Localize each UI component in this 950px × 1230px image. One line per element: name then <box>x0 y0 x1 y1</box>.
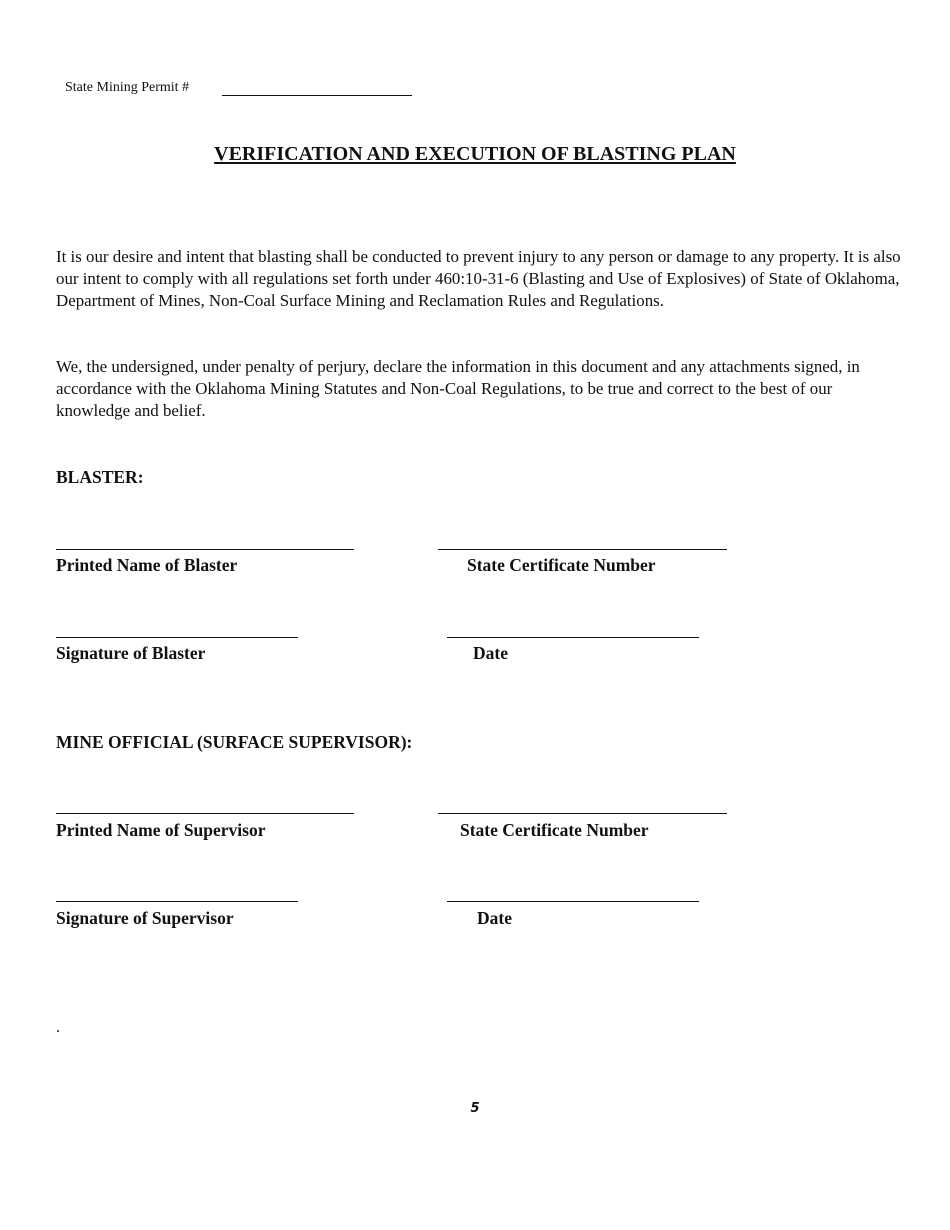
supervisor-heading: MINE OFFICIAL (SURFACE SUPERVISOR): <box>56 732 413 752</box>
stray-period-mark: . <box>56 1019 60 1036</box>
blaster-heading: BLASTER: <box>56 467 144 487</box>
blaster-certificate-field[interactable] <box>438 549 727 550</box>
supervisor-printed-name-field[interactable] <box>56 813 354 814</box>
page-number: 5 <box>470 1101 480 1116</box>
document-title-text: VERIFICATION AND EXECUTION OF BLASTING PLAN <box>214 143 736 165</box>
blaster-printed-name-label: Printed Name of Blaster <box>56 555 238 575</box>
supervisor-signature-field[interactable] <box>56 901 298 902</box>
intent-paragraph: It is our desire and intent that blasting shall be conducted to prevent injury to any person or damage to any property. It is also our intent to comply with all regulations set forth under 460:10-31-6 (Blasting and Use of Explosives) of State of Oklahoma, Department of Mines, Non-Coal Surface Mining and Reclamation Rules and Regulations. <box>56 247 901 310</box>
supervisor-certificate-label: State Certificate Number <box>460 820 649 840</box>
blaster-printed-name-field[interactable] <box>56 549 354 550</box>
supervisor-date-field[interactable] <box>447 901 699 902</box>
supervisor-certificate-field[interactable] <box>438 813 727 814</box>
blaster-date-field[interactable] <box>447 637 699 638</box>
supervisor-printed-name-label: Printed Name of Supervisor <box>56 820 266 840</box>
blaster-date-label: Date <box>473 643 508 663</box>
supervisor-date-label: Date <box>477 908 512 928</box>
blaster-signature-field[interactable] <box>56 637 298 638</box>
document-title <box>0 142 950 166</box>
perjury-paragraph: We, the undersigned, under penalty of perjury, declare the information in this document and any attachments signed, in accordance with the Oklahoma Mining Statutes and Non-Coal Regulations, to be true and correct to the best of our knowledge and belief. <box>56 357 860 420</box>
permit-number-label: State Mining Permit # <box>65 80 190 95</box>
supervisor-signature-label: Signature of Supervisor <box>56 908 234 928</box>
blaster-signature-label: Signature of Blaster <box>56 643 206 663</box>
blaster-certificate-label: State Certificate Number <box>467 555 656 575</box>
permit-number-field[interactable] <box>222 95 412 96</box>
